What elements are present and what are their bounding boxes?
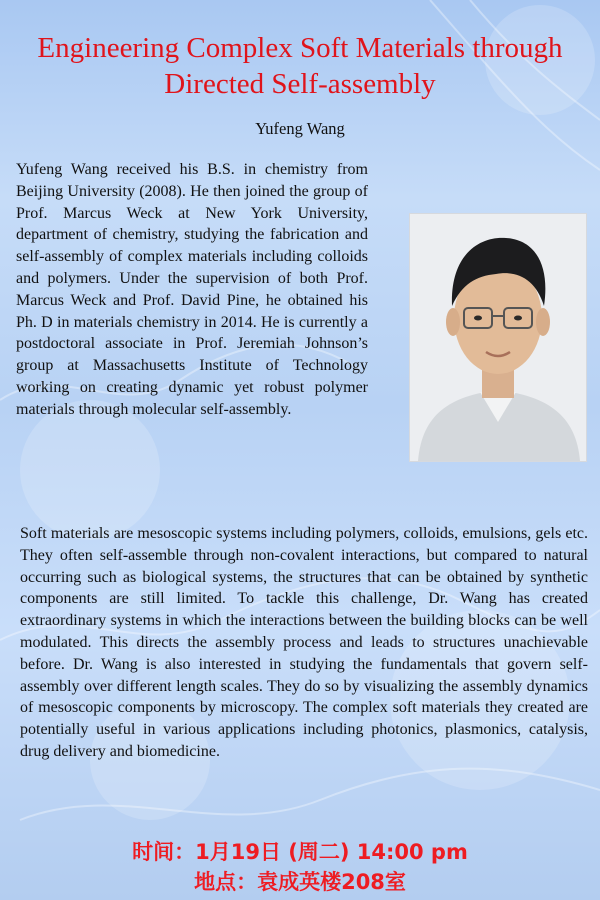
bio-paragraph: Yufeng Wang received his B.S. in chemistry from Beijing University (2008). He then joined the group of Prof. Marcus Weck at New York University, department of chemistry, studying the fabrication and self-assembly of complex materials including colloids and polymers. Under the supervision of both Prof. Marcus Weck and Prof. David Pine, he obtained his Ph. D in materials chemistry in 2014. He is currently a postdoctoral associate in Prof. Jeremiah Johnson’s group at Massachusetts Institute of Technology working on creating dynamic yet robust polymer materials through molecular self-assembly. — [16, 161, 368, 418]
portrait-illustration — [410, 214, 586, 461]
author-name: Yufeng Wang — [255, 119, 345, 138]
event-location: 地点：袁成英楼208室 — [194, 870, 406, 894]
page-title — [0, 30, 600, 102]
event-time: 时间：1月19日 (周二) 14:00 pm — [132, 840, 468, 864]
abstract-paragraph: Soft materials are mesoscopic systems including polymers, colloids, emulsions, gels etc. They often self-assemble through non-covalent interactions, but compared to natural occurring such as biological systems, the structures that can be obtained by synthetic components are still limited. To tackle this challenge, Dr. Wang has created extraordinary systems in which the interactions between the building blocks can be well modulated. This directs the assembly process and leads to structures unachievable before. Dr. Wang is also interested in studying the fundamentals that govern self-assembly over different length scales. They do so by visualizing the assembly dynamics of mesoscopic components by microscopy. The complex soft materials they created are potentially useful in various applications including photonics, plasmonics, catalysis, drug delivery and biomedicine. — [20, 525, 588, 760]
title-line-2: Directed Self-assembly — [164, 68, 436, 100]
speaker-photo — [409, 213, 587, 462]
title-line-1: Engineering Complex Soft Materials through — [37, 32, 563, 64]
